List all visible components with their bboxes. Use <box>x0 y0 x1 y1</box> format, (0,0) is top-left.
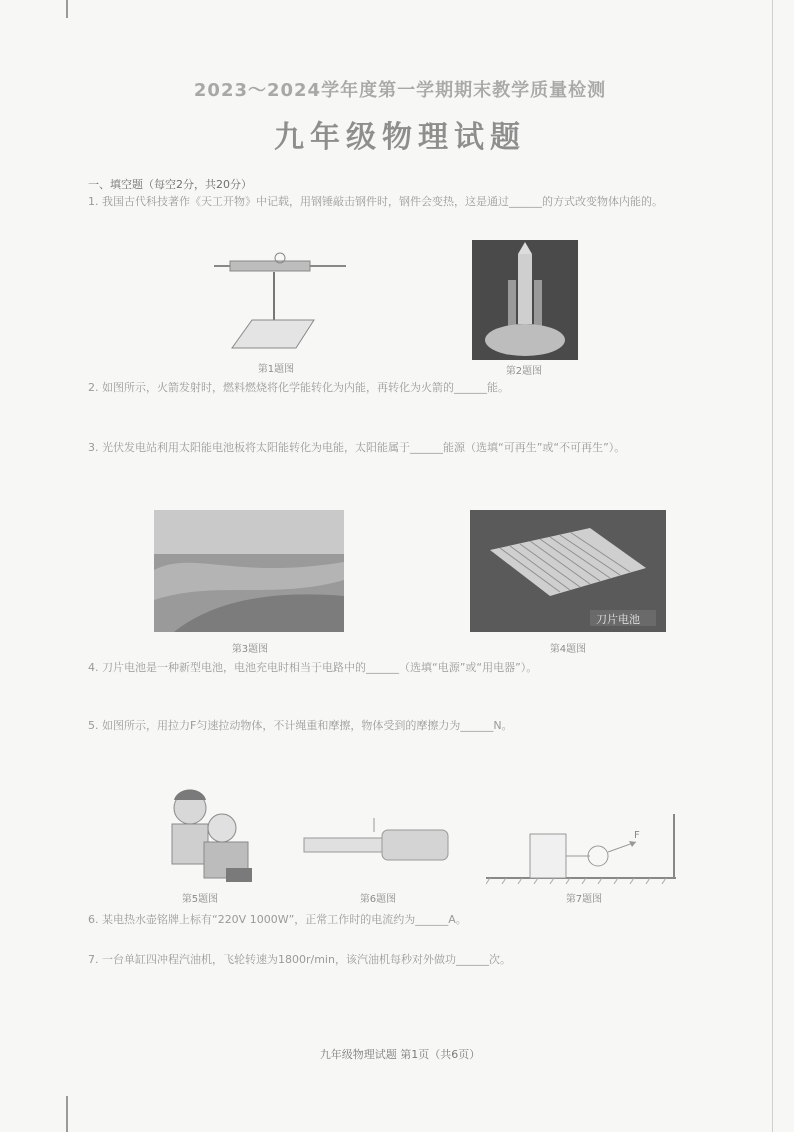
question-3: 3. 光伏发电站利用太阳能电池板将太阳能转化为电能，太阳能属于______能源（选填“可再生”或“不可再生”）。 <box>88 441 626 454</box>
question-4: 4. 刀片电池是一种新型电池，电池充电时相当于电路中的______（选填“电源”或“用电器”）。 <box>88 661 538 674</box>
figure-6 <box>300 812 454 872</box>
figure-2-caption: 第2题图 <box>505 366 543 377</box>
battery-label: 刀片电池 <box>596 613 640 626</box>
figure-3-caption: 第3题图 <box>231 644 269 655</box>
figure-1-caption: 第1题图 <box>257 364 295 375</box>
question-2: 2. 如图所示，火箭发射时，燃料燃烧将化学能转化为内能，再转化为火箭的______能。 <box>88 381 509 394</box>
figure-5-caption: 第5题图 <box>181 894 219 905</box>
question-7: 7. 一台单缸四冲程汽油机，飞轮转速为1800r/min，该汽油机每秒对外做功______次。 <box>88 953 511 966</box>
figure-7 <box>486 808 686 888</box>
figure-1 <box>210 248 350 358</box>
figure-6-caption: 第6题图 <box>359 894 397 905</box>
figure-3 <box>154 510 344 632</box>
figure-3-landscape-photo <box>154 510 344 632</box>
question-5: 5. 如图所示，用拉力F匀速拉动物体，不计绳重和摩擦，物体受到的摩擦力为______N。 <box>88 719 513 732</box>
figure-4 <box>470 510 666 632</box>
section-heading: 一、填空题（每空2分，共20分） <box>88 178 252 191</box>
page-footer: 九年级物理试题 第1页（共6页） <box>319 1048 481 1061</box>
figure-6-cylinder-drawing <box>300 812 454 872</box>
figure-7-caption: 第7题图 <box>565 894 603 905</box>
figure-7-pulley-drawing <box>486 808 686 888</box>
figure-2 <box>472 240 578 360</box>
left-edge-mark-bottom <box>66 1096 68 1132</box>
exam-title: 2023～2024学年度第一学期期末教学质量检测 <box>193 80 607 101</box>
question-1: 1. 我国古代科技著作《天工开物》中记载，用钢锤敲击钢件时，钢件会变热，这是通过______的方式改变物体内能的。 <box>88 195 663 208</box>
question-6: 6. 某电热水壶铭牌上标有“220V 1000W”，正常工作时的电流约为______A。 <box>88 913 467 926</box>
left-edge-mark-top <box>66 0 68 18</box>
figure-2-rocket-photo <box>472 240 578 360</box>
figure-4-caption: 第4题图 <box>549 644 587 655</box>
force-label: F <box>634 830 640 841</box>
figure-4-battery-photo <box>470 510 666 632</box>
figure-1-drawing <box>210 248 350 358</box>
figure-5 <box>156 782 260 886</box>
exam-subtitle: 九年级物理试题 <box>274 120 526 155</box>
figure-5-people-illustration <box>156 782 260 886</box>
